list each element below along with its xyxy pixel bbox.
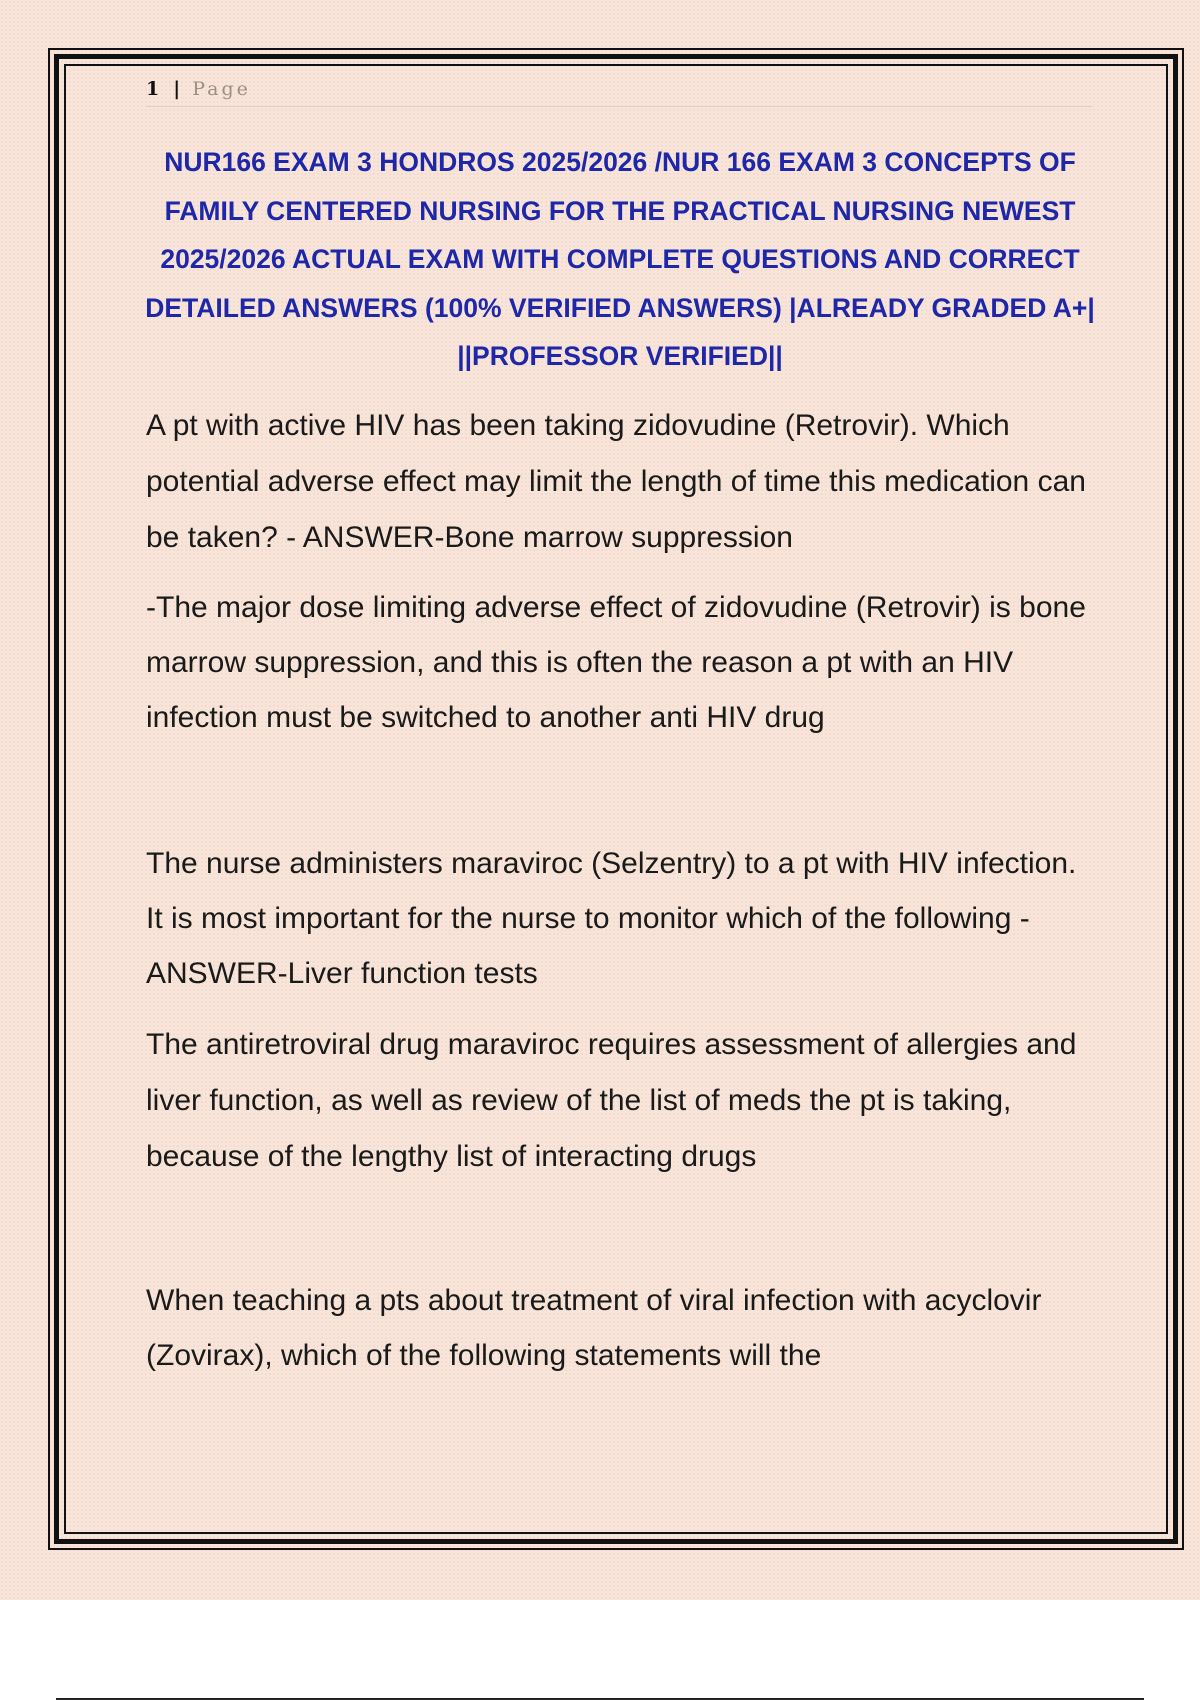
page-separator: | [173, 78, 184, 100]
page-label: Page [192, 78, 251, 100]
document-title: NUR166 EXAM 3 HONDROS 2025/2026 /NUR 166 EXAM 3 CONCEPTS OF FAMILY CENTERED NURSING FOR THE PRACTICAL NURSING NEWEST 2025/2026 ACTUAL EXAM WITH COMPLETE QUESTIONS AND CORRECT DETAILED ANSWERS (100% VERIFIED ANSWERS) |ALREADY GRADED A+| ||PROFESSOR VERIFIED|| [145, 147, 1095, 371]
rationale-2: The antiretroviral drug maraviroc requires assessment of allergies and liver function, as well as review of the list of meds the pt is taking, because of the lengthy list of interacting drugs [146, 1028, 1077, 1173]
question-3: When teaching a pts about treatment of viral infection with acyclovir (Zovirax), which of the following statements will the [146, 1284, 1042, 1372]
question-1: A pt with active HIV has been taking zidovudine (Retrovir). Which potential adverse effect may limit the length of time this medication can be taken? - ANSWER-Bone marrow suppression [146, 409, 1086, 554]
question-2: The nurse administers maraviroc (Selzentry) to a pt with HIV infection. It is most important for the nurse to monitor which of the following - ANSWER-Liver function tests [146, 847, 1077, 990]
rationale-1: -The major dose limiting adverse effect of zidovudine (Retrovir) is bone marrow suppression, and this is often the reason a pt with an HIV infection must be switched to another anti HIV drug [146, 591, 1086, 734]
page-header [146, 74, 1092, 107]
page-number: 1 [146, 78, 163, 100]
